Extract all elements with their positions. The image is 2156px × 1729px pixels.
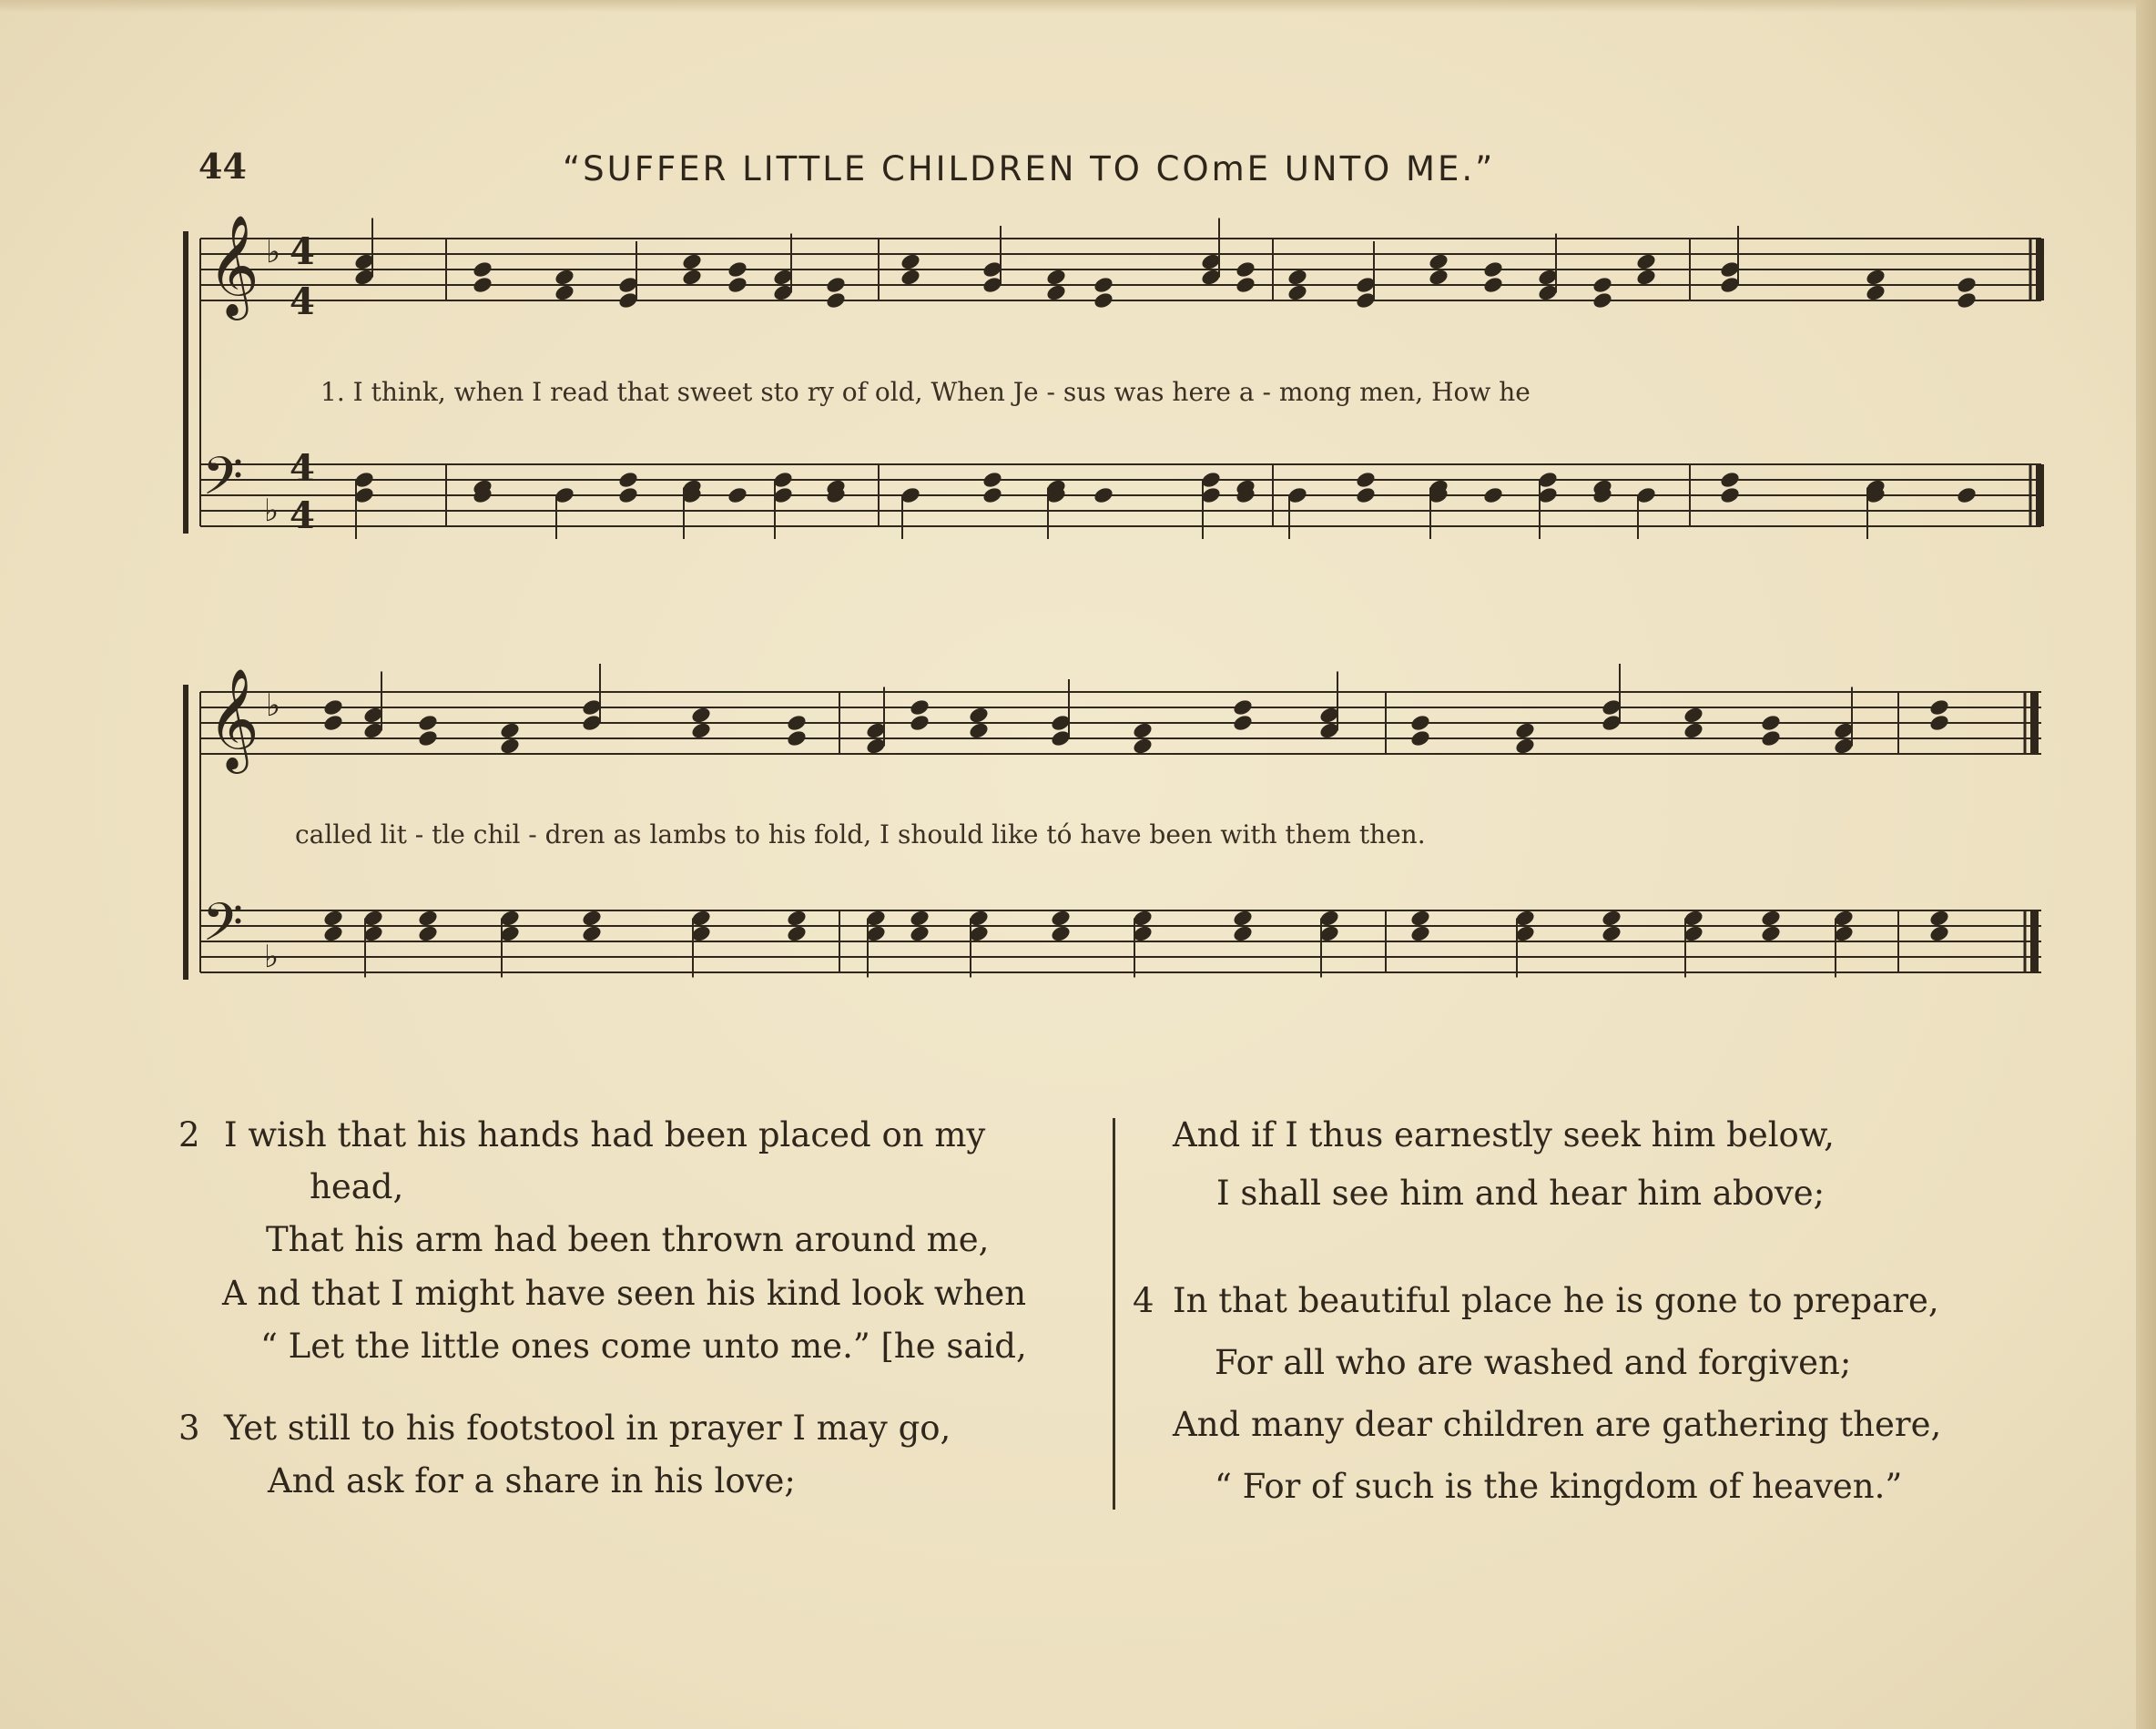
notehead [554, 283, 575, 302]
column-divider [1113, 1118, 1115, 1510]
final-barline-thick [2030, 692, 2039, 754]
notehead [1355, 470, 1377, 489]
notehead [727, 259, 748, 279]
bass-clef-icon: 𝄢 [202, 891, 244, 966]
notehead [554, 268, 575, 287]
lyrics-system-2: called lit - tle chil - dren as lambs to his fold, I should like tó have been with them then. [295, 819, 1426, 849]
notehead [499, 721, 521, 740]
notehead [1956, 290, 1978, 310]
notehead [786, 713, 808, 732]
verse-line: Yet still to his footstool in prayer I may go, [224, 1409, 951, 1448]
notehead [1760, 728, 1782, 748]
notehead [1514, 721, 1536, 740]
notehead [1409, 728, 1431, 748]
notehead [1601, 924, 1622, 943]
flat-icon: ♭ [266, 234, 281, 270]
notehead [1235, 259, 1256, 279]
verse-3-number: 3 [178, 1409, 200, 1448]
notehead [909, 924, 931, 943]
notehead [981, 485, 1003, 504]
notehead [727, 275, 748, 294]
notehead [1409, 924, 1431, 943]
time-sig-treble-bottom: 4 [290, 280, 315, 323]
notehead [1760, 924, 1782, 943]
verse-line: head, [310, 1167, 404, 1206]
notehead [1093, 290, 1114, 310]
treble-clef-icon: 𝄞 [208, 667, 259, 769]
notehead [900, 268, 921, 287]
notehead [1428, 268, 1449, 287]
notehead [417, 909, 439, 928]
notehead [681, 268, 703, 287]
notehead [1132, 737, 1154, 756]
notehead [1232, 924, 1254, 943]
verse-line: That his arm had been thrown around me, [266, 1220, 990, 1259]
notehead [1050, 909, 1072, 928]
verse-line: “ For of such is the kingdom of heaven.” [1215, 1467, 1903, 1506]
notehead [1719, 485, 1741, 504]
notehead [417, 924, 439, 943]
notehead [1286, 268, 1308, 287]
notehead [900, 252, 921, 271]
notehead [499, 737, 521, 756]
final-barline-thick [2036, 464, 2044, 526]
notehead [1592, 290, 1613, 310]
notehead [1409, 713, 1431, 732]
final-barline-thick [2030, 910, 2039, 972]
notehead [909, 697, 931, 717]
time-sig-treble-top: 4 [290, 230, 315, 273]
bass-clef-icon: 𝄢 [202, 445, 244, 520]
notehead [1592, 275, 1613, 294]
flat-icon: ♭ [266, 687, 281, 724]
notehead [322, 909, 344, 928]
notehead [681, 252, 703, 271]
notehead [1760, 713, 1782, 732]
notehead [617, 470, 639, 489]
notehead [617, 485, 639, 504]
notehead [417, 728, 439, 748]
notehead [1232, 909, 1254, 928]
notehead [1865, 268, 1886, 287]
notehead [786, 909, 808, 928]
notehead [1235, 275, 1256, 294]
verse-4-number: 4 [1133, 1281, 1154, 1320]
notehead [825, 275, 847, 294]
notehead [909, 909, 931, 928]
notehead [1232, 713, 1254, 732]
notehead [981, 470, 1003, 489]
notehead [1683, 706, 1704, 725]
notehead [909, 713, 931, 732]
notehead [690, 721, 712, 740]
verse-2-number: 2 [178, 1115, 200, 1154]
verse-line: In that beautiful place he is gone to prepare, [1173, 1281, 1939, 1320]
notehead [581, 924, 603, 943]
notehead [322, 713, 344, 732]
notehead [825, 290, 847, 310]
notehead [1635, 268, 1657, 287]
notehead [1045, 268, 1067, 287]
song-title: “SUFFER LITTLE CHILDREN TO COmE UNTO ME.” [563, 149, 1496, 188]
flat-icon: ♭ [264, 493, 280, 529]
lyrics-system-1: 1. I think, when I read that sweet sto ry of old, When Je - sus was here a - mong men, How he [320, 377, 1531, 407]
notehead [786, 924, 808, 943]
notehead [1286, 283, 1308, 302]
notehead [1928, 909, 1950, 928]
notehead [1482, 485, 1504, 504]
notehead [1482, 275, 1504, 294]
notehead [1428, 252, 1449, 271]
notehead [472, 275, 493, 294]
notehead [1956, 485, 1978, 504]
verse-line: And ask for a share in his love; [268, 1461, 796, 1500]
notehead [581, 909, 603, 928]
notehead [1132, 721, 1154, 740]
notehead [322, 924, 344, 943]
notehead [1355, 485, 1377, 504]
notehead [786, 728, 808, 748]
final-barline-thick [2036, 239, 2044, 300]
verse-line: A nd that I might have seen his kind look when [222, 1274, 1027, 1313]
notehead [1928, 713, 1950, 732]
page-number: 44 [198, 146, 247, 187]
time-sig-bass-top: 4 [290, 447, 315, 490]
notehead [1232, 697, 1254, 717]
notehead [1928, 697, 1950, 717]
notehead [968, 721, 990, 740]
notehead [1601, 909, 1622, 928]
notehead [1719, 470, 1741, 489]
notehead [1050, 924, 1072, 943]
notehead [727, 485, 748, 504]
notehead [1093, 485, 1114, 504]
notehead [1928, 924, 1950, 943]
notehead [1093, 275, 1114, 294]
verse-line: I wish that his hands had been placed on my [224, 1115, 986, 1154]
notehead [1514, 737, 1536, 756]
notehead [968, 706, 990, 725]
notehead [1045, 283, 1067, 302]
verse-line: And if I thus earnestly seek him below, [1173, 1115, 1835, 1154]
notehead [1409, 909, 1431, 928]
time-sig-bass-bottom: 4 [290, 494, 315, 537]
notehead [322, 697, 344, 717]
verse-line: And many dear children are gathering there, [1173, 1405, 1942, 1444]
notehead [1865, 283, 1886, 302]
notehead [1956, 275, 1978, 294]
treble-clef-icon: 𝄞 [208, 214, 259, 316]
notehead [1760, 909, 1782, 928]
verse-line: “ Let the little ones come unto me.” [he said, [260, 1327, 1027, 1366]
verse-line: For all who are washed and forgiven; [1215, 1343, 1852, 1382]
verse-line: I shall see him and hear him above; [1216, 1174, 1825, 1213]
notehead [1683, 721, 1704, 740]
notehead [1482, 259, 1504, 279]
notehead [472, 259, 493, 279]
notehead [690, 706, 712, 725]
notehead [1635, 252, 1657, 271]
flat-icon: ♭ [264, 939, 280, 975]
notehead [417, 713, 439, 732]
